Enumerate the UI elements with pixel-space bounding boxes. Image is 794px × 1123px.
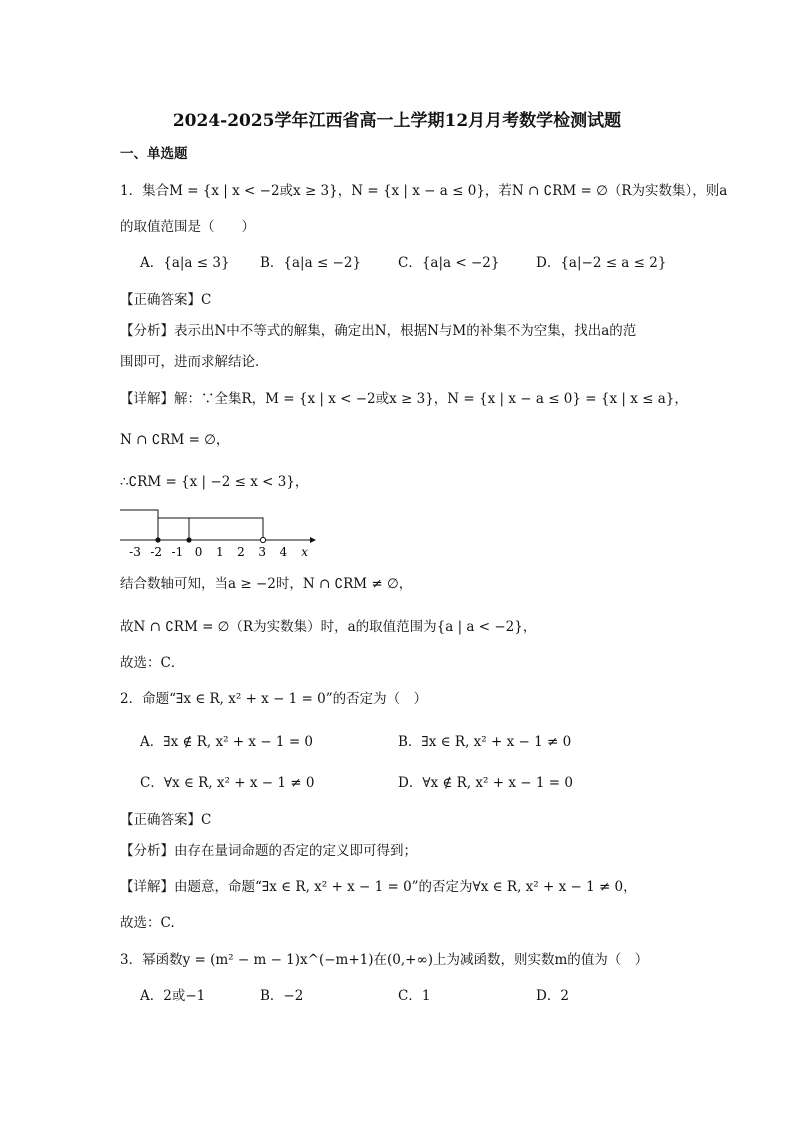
- closed-point-minus1: [186, 537, 191, 542]
- axis-tick-label: 0: [194, 545, 203, 559]
- set-n-bracket: [120, 510, 158, 540]
- complement-m-bracket: [158, 518, 263, 540]
- q1-option-a: A．{a|a ≤ 3}: [140, 255, 230, 271]
- axis-tick-label: -3: [129, 545, 141, 559]
- q1-detail-line5: 故N ∩ ∁RM = ∅（R为实数集）时，a的取值范围为{a | a < −2}，: [120, 619, 537, 635]
- q3-option-d: D．2: [536, 988, 569, 1004]
- q1-option-d: D．{a|−2 ≤ a ≤ 2}: [536, 255, 667, 271]
- q2-stem: 2．命题“∃x ∈ R, x² + x − 1 = 0”的否定为（ ）: [120, 691, 428, 707]
- q2-detail: 【详解】由题意，命题“∃x ∈ R, x² + x − 1 = 0”的否定为∀x ∈ R, x² + x − 1 ≠ 0，: [120, 879, 637, 895]
- axis-tick-label: 4: [279, 545, 288, 559]
- q2-conclusion: 故选：C.: [120, 915, 175, 931]
- closed-point-minus2: [155, 537, 160, 542]
- q2-analysis: 【分析】由存在量词命题的否定的定义即可得到；: [120, 843, 417, 859]
- q1-analysis-line2: 围即可，进而求解结论．: [120, 354, 269, 370]
- q1-option-b: B．{a|a ≤ −2}: [260, 255, 362, 271]
- q1-detail-line4: 结合数轴可知，当a ≥ −2时，N ∩ ∁RM ≠ ∅，: [120, 576, 413, 592]
- q3-stem: 3．幂函数y = (m² − m − 1)x^(−m+1)在(0,+∞)上为减函数，则实数m的值为（ ）: [120, 952, 649, 968]
- q3-option-c: C．1: [398, 988, 431, 1004]
- q2-option-c: C．∀x ∈ R, x² + x − 1 ≠ 0: [140, 775, 315, 791]
- q1-analysis-line1: 【分析】表示出N中不等式的解集，确定出N，根据N与M的补集不为空集，找出a的范: [120, 323, 637, 339]
- q3-option-a: A．2或−1: [140, 988, 206, 1004]
- q1-detail-line1: 【详解】解：∵全集R，M = {x | x < −2或x ≥ 3}，N = {x | x − a ≤ 0} = {x | x ≤ a}，: [120, 391, 688, 407]
- axis-tick-label: 2: [237, 545, 245, 559]
- page-title: 2024-2025学年江西省高一上学期12月月考数学检测试题: [172, 111, 622, 131]
- q2-option-b: B．∃x ∈ R, x² + x − 1 ≠ 0: [398, 734, 572, 750]
- q1-stem-line2: 的取值范围是（ ）: [120, 219, 255, 235]
- axis-tick-label: 1: [215, 545, 224, 559]
- q1-stem-line1: 1．集合M = {x | x < −2或x ≥ 3}，N = {x | x − a ≤ 0}，若N ∩ ∁RM = ∅（R为实数集），则a: [120, 183, 728, 199]
- axis-tick-label: -1: [171, 545, 184, 559]
- q1-detail-line3: ∴∁RM = {x | −2 ≤ x < 3}，: [120, 474, 309, 490]
- axis-arrow: [310, 537, 316, 543]
- q1-conclusion: 故选：C．: [120, 655, 185, 671]
- q2-option-d: D．∀x ∉ R, x² + x − 1 = 0: [398, 775, 573, 791]
- section-heading: 一、单选题: [120, 146, 188, 162]
- q2-answer: 【正确答案】C: [120, 812, 212, 828]
- q3-option-b: B．−2: [260, 988, 304, 1004]
- axis-tick-label: x: [301, 545, 308, 559]
- number-line-figure: [118, 500, 318, 562]
- axis-tick-label: 3: [258, 545, 267, 559]
- q1-detail-line2: N ∩ ∁RM = ∅，: [120, 432, 230, 448]
- axis-tick-label: -2: [150, 545, 163, 559]
- q1-option-c: C．{a|a < −2}: [398, 255, 500, 271]
- q2-option-a: A．∃x ∉ R, x² + x − 1 = 0: [140, 734, 314, 750]
- open-point-3: [260, 537, 265, 542]
- q1-answer: 【正确答案】C: [120, 292, 212, 308]
